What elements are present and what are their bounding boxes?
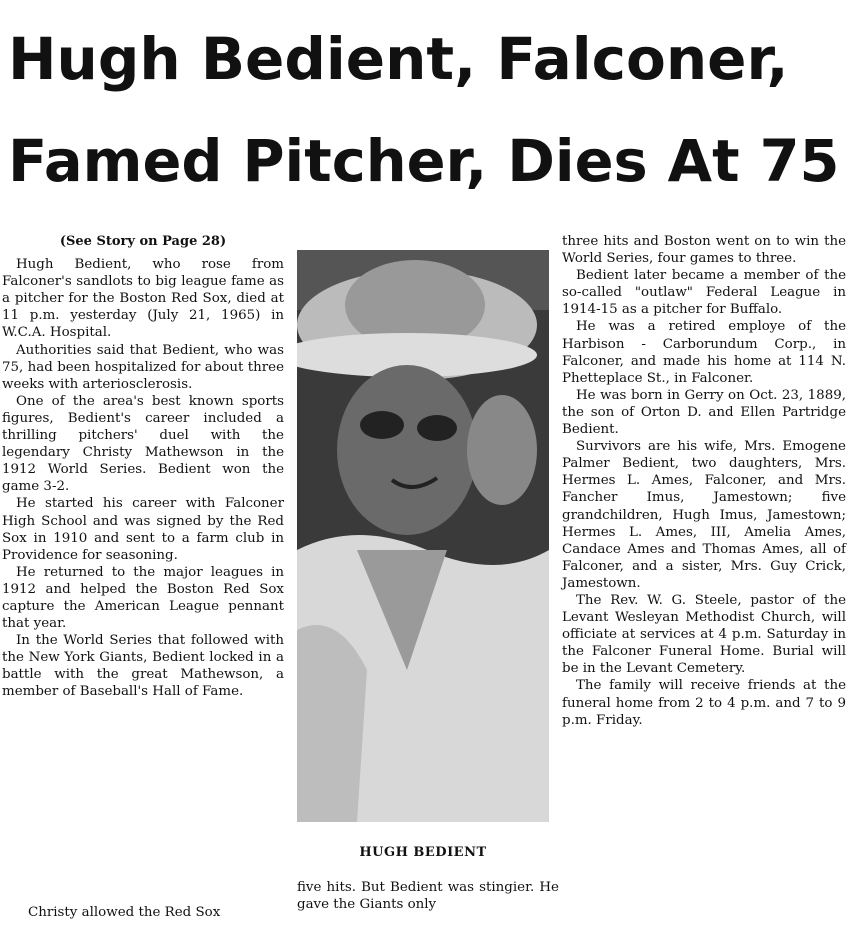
paragraph: Hugh Bedient, who rose from Falconer's sandlots to big league fame as a pitcher for the Boston Red Sox, died at 11 p.m. yesterday (July 21, 1965) in W.C.A. Hospital. [2,257,284,341]
paragraph: Authorities said that Bedient, who was 75, had been hospitalized for about three weeks with arteriosclerosis. [2,342,284,392]
paragraph: He was a retired employe of the Harbison - Carborundum Corp., in Falconer, and made his home at 114 N. Phetteplace St., in Falconer. [562,319,846,386]
paragraph: He started his career with Falconer High School and was signed by the Red Sox in 1910 and sent to a farm club in Providence for seasoning. [2,496,284,563]
portrait-image [297,250,549,822]
paragraph: The Rev. W. G. Steele, pastor of the Levant Wesleyan Methodist Church, will officiate at services at 4 p.m. Saturday in the Falconer Funeral Home. Burial will be in the Levant Cemetery. [562,592,846,677]
paragraph: In the World Series that followed with the New York Giants, Bedient locked in a battle with the great Mathewson, a member of Baseball's Hall of Fame. [2,633,284,700]
portrait-photo [297,250,549,822]
column-1-last-line: Christy allowed the Red Sox [28,905,221,920]
paragraph: Bedient later became a member of the so-called "outlaw" Federal League in 1914-15 as a pitcher for Buffalo. [562,268,846,318]
paragraph: One of the area's best known sports figures, Bedient's career included a thrilling pitchers' duel with the legendary Christy Mathewson in the 1912 World Series. Bedient won the game 3-2. [2,393,284,495]
article-column-3 [562,233,846,729]
headline-line-2: Famed Pitcher, Dies At 75 [8,127,840,195]
headline-line-1: Hugh Bedient, Falconer, [8,25,789,93]
paragraph: He was born in Gerry on Oct. 23, 1889, the son of Orton D. and Ellen Partridge Bedient. [562,387,846,438]
paragraph: Survivors are his wife, Mrs. Emogene Palmer Bedient, two daughters, Mrs. Hermes L. Ames, Falconer, and Mrs. Fancher Imus, Jamestown; five grandchildren, Hugh Imus, Jamestown; Hermes L. Ames, III, Amelia Ames, Candace Ames and Thomas Ames, all of Falconer, and a sister, Mrs. Guy Crick, Jamestown. [562,439,846,591]
photo-caption: HUGH BEDIENT [359,845,487,860]
paragraph: He returned to the major leagues in 1912 and helped the Boston Red Sox capture the American League pennant that year. [2,564,284,632]
column-2-tail [297,879,559,913]
paragraph: five hits. But Bedient was stingier. He gave the Giants only [297,880,559,913]
see-story-note: (See Story on Page 28) [59,234,227,249]
paragraph: three hits and Boston went on to win the World Series, four games to three. [562,234,846,267]
article-column-1 [2,233,284,701]
paragraph: The family will receive friends at the funeral home from 2 to 4 p.m. and 7 to 9 p.m. Friday. [562,678,846,728]
